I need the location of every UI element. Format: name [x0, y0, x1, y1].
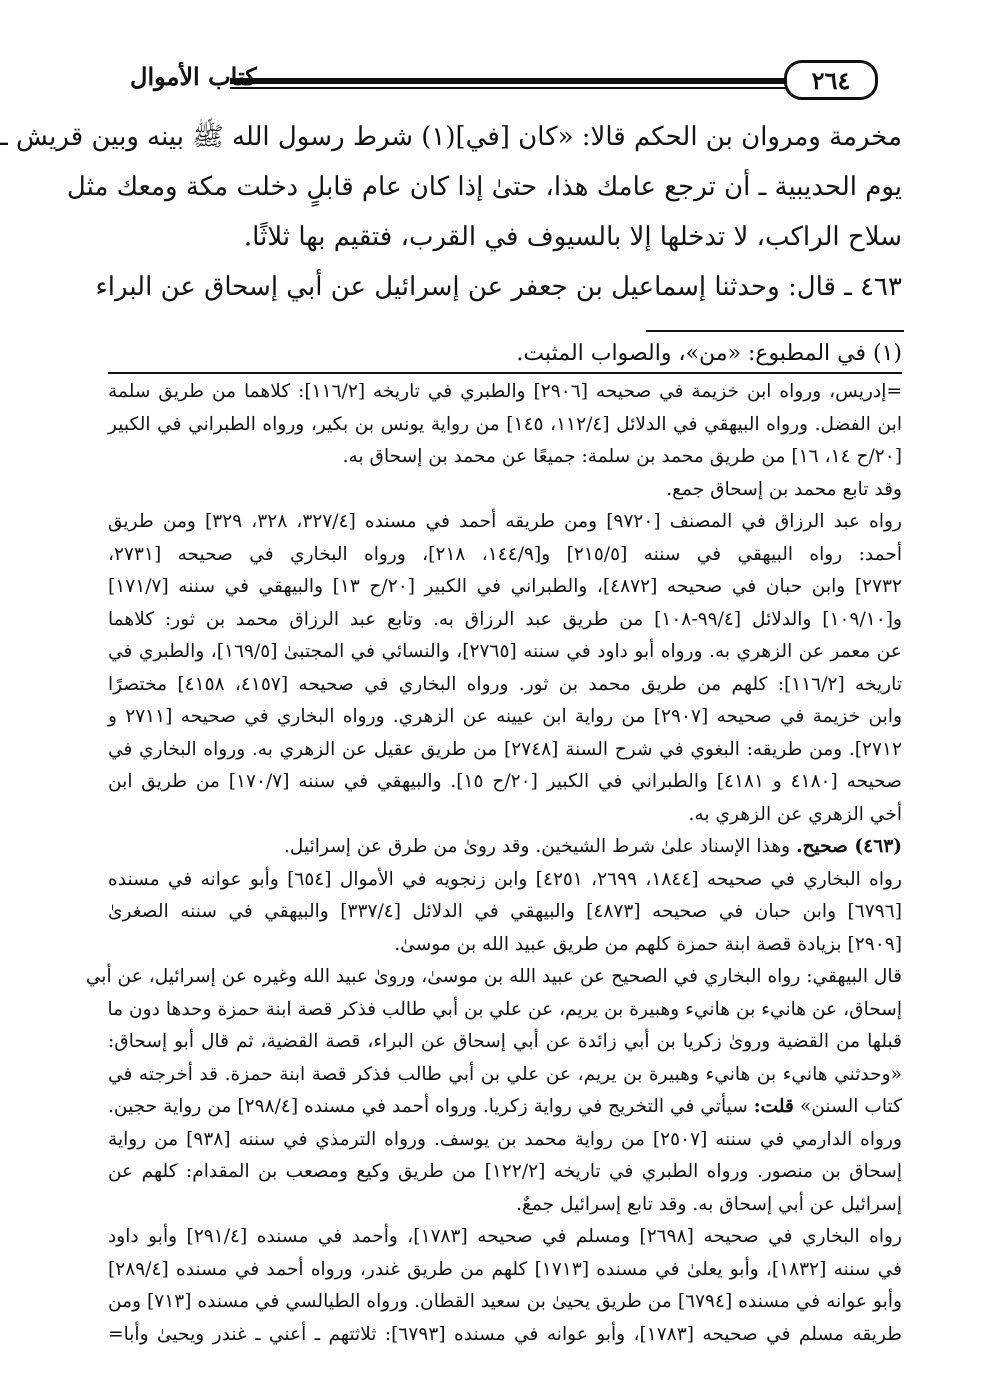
commentary-line: طريقه مسلم في صحيحه [١٧٨٣]، وأبو عوانه في مسنده [٦٧٩٣]: ثلاثتهم ـ أعني ـ غندر ويحيىٰ وأبا= — [108, 1323, 902, 1345]
main-text — [0, 112, 902, 312]
commentary-line: قبلها من القضية وروىٰ زكريا بن أبي زائدة عن أبي إسحاق عن البراء، قصة القضية، ثم قال أبو إسحاق: — [108, 1031, 902, 1052]
commentary — [85, 376, 903, 1351]
commentary-line: [٢٩٠٩] بزيادة قصة ابنة حمزة كلهم من طريق عبيد الله بن موسىٰ. — [394, 933, 902, 955]
footnote: (١) في المطبوع: «من»، والصواب المثبت. — [516, 341, 902, 366]
commentary-line: وقد تابع محمد بن إسحاق جمع. — [666, 478, 902, 500]
main-text-line: سلاح الراكب، لا تدخلها إلا بالسيوف في القرب، فتقيم بها ثلاثًا. — [243, 222, 902, 252]
commentary-line: إسرائيل عن أبي إسحاق به. وقد تابع إسرائيل جمعٌ. — [516, 1193, 902, 1215]
grading-text: وهذا الإسناد علىٰ شرط الشيخين. وقد روىٰ من طرق عن إسرائيل. — [284, 836, 797, 857]
main-text-line: مخرمة ومروان بن الحكم قالا: «كان [في](١) شرط رسول الله ﷺ بينه وبين قريش ـ — [0, 122, 902, 152]
commentary-line: تاريخه [١١٦/٢]: كلهم من طريق محمد بن ثور. ورواه البخاري في صحيحه [٤١٥٧، ٤١٥٨] مختصرًا — [108, 673, 903, 695]
hadith-463-intro: ٤٦٣ ـ قال: وحدثنا إسماعيل بن جعفر عن إسرائيل عن أبي إسحاق عن البراء — [95, 272, 902, 302]
page-number: ٢٦٤ — [811, 65, 851, 95]
commentary-line: في سننه [١٨٣٢]، وأبو يعلىٰ في مسنده [١٧١٣] كلهم من طريق غندر، ورواه أحمد في مسنده [٢٨٩/٤] — [108, 1258, 902, 1280]
commentary-line: قال البيهقي: رواه البخاري في الصحيح عن عبيد الله بن موسىٰ، وروىٰ عبيد الله وغيره عن إسرائيل، عن أبي — [85, 966, 902, 987]
main-text-line: يوم الحديبية ـ أن ترجع عامك هذا، حتىٰ إذا كان عام قابلٍ دخلت مكة ومعك مثل — [66, 172, 902, 202]
commentary-line: ابن الفضل. ورواه البيهقي في الدلائل [١١٢/٤، ١٤٥] من رواية يونس بن بكير، ورواه الطبراني في الكبير — [108, 413, 902, 435]
commentary-line: وابن خزيمة في صحيحه [٢٩٠٧] من رواية ابن عيينه عن الزهري. ورواه البخاري في صحيحه [٢٧١١ و — [108, 706, 902, 727]
commentary-line: صحيحه [٤١٨٠ و ٤١٨١] والطبراني في الكبير [٢٠/ح ١٥]. والبيهقي في سننه [١٧٠/٧] من طريق ابن — [108, 771, 902, 792]
footnote-rule — [646, 330, 904, 332]
commentary-line: و[١٠٩/١٠] والدلائل [٩٩/٤-١٠٨] من طريق عبد الرزاق به. وتابع عبد الرزاق محمد بن ثور: كلاهما — [108, 608, 902, 630]
header-rule-thin — [230, 87, 792, 89]
commentary-line: إسحاق بن منصور. ورواه الطبري في تاريخه [١٢٢/٢] من طريق وكيع ومصعب بن المقدام: كلهم عن — [108, 1161, 902, 1182]
commentary-line: =إدريس، ورواه ابن خزيمة في صحيحه [٢٩٠٦] والطبري في تاريخه [١١٦/٢]: كلاهما من طريق سلمة — [108, 381, 902, 402]
book-title: كتاب الأموال — [130, 62, 257, 91]
commentary-line: رواه عبد الرزاق في المصنف [٩٧٢٠] ومن طريقه أحمد في مسنده [٣٢٧/٤، ٣٢٨، ٣٢٩] ومن طريق — [108, 511, 902, 532]
commentary-line-qultu — [108, 1091, 902, 1124]
commentary-line: وأبو عوانه في مسنده [٦٧٩٤] من طريق يحيىٰ بن سعيد القطان. ورواه الطيالسي في مسنده [٧١٣] ومن — [108, 1291, 902, 1312]
commentary-line: ورواه الدارمي في سننه [٢٥٠٧] من رواية محمد بن يوسف. ورواه الترمذي في سننه [٩٣٨] من رواية — [108, 1128, 902, 1150]
commentary-line: «وحدثني هانيء بن هانيء وهبيرة بن يريم، عن علي بن أبي طالب فذكر قصة ابنة حمزة. قد أخرجته في — [108, 1063, 902, 1085]
commentary-line: رواه البخاري في صحيحه [٢٦٩٨] ومسلم في صحيحه [١٧٨٣]، وأحمد في مسنده [٢٩١/٤] وأبو داود — [108, 1226, 902, 1247]
commentary-rule — [108, 372, 902, 374]
commentary-line: أحمد: رواه البيهقي في سننه [٢١٥/٥] و[١٤٤/٩، ٢١٨]، ورواه البخاري في صحيحه [٢٧٣١، — [108, 543, 903, 565]
commentary-line: [٢٠/ح ١٤، ١٦] من طريق محمد بن سلمة: جميعًا عن محمد بن إسحاق به. — [342, 446, 902, 467]
commentary-line: [٦٧٩٦] وابن حبان في صحيحه [٤٨٧٣] والبيهقي في الدلائل [٣٣٧/٤] والبيهقي في سننه الصغرىٰ — [108, 901, 903, 922]
commentary-line: رواه البخاري في صحيحه [١٨٤٤، ٢٦٩٩، ٤٢٥١] وابن زنجويه في الأموال [٦٥٤] وأبو عوانه في مسنده — [108, 868, 902, 890]
qultu-label: قلت: — [753, 1096, 794, 1117]
commentary-line: إسحاق، عن هانيء بن هانيء وهبيرة بن يريم، عن علي بن أبي طالب فذكر قصة ابنة حمزة وحدها دون ما — [107, 998, 902, 1020]
qultu-text: سيأتي في التخريج في رواية زكريا. ورواه أحمد في مسنده [٢٩٨/٤] من رواية حجين. — [108, 1096, 754, 1117]
hadith-463-label: (٤٦٣) صحيح. — [796, 836, 902, 857]
qultu-prefix: كتاب السنن» — [793, 1096, 903, 1117]
header-rule — [230, 78, 792, 84]
hadith-463-grading — [108, 831, 902, 864]
commentary-line: عن معمر عن الزهري به. ورواه أبو داود في سننه [٢٧٦٥]، والنسائي في المجتبىٰ [١٦٩/٥]، والطبري في — [108, 641, 903, 662]
page-header — [130, 58, 892, 98]
commentary-line: ٢٧٣٢] وابن حبان في صحيحه [٤٨٧٢]، والطبراني في الكبير [٢٠/ح ١٣] والبيهقي في سننه [١٧١/٧] — [108, 576, 903, 597]
page-number-frame — [784, 60, 878, 100]
commentary-line: أخي الزهري عن الزهري به. — [688, 803, 902, 825]
commentary-line: ٢٧١٢]. ومن طريقه: البغوي في شرح السنة [٢٧٤٨] من طريق عقيل عن الزهري به. ورواه البخاري في — [108, 738, 902, 760]
